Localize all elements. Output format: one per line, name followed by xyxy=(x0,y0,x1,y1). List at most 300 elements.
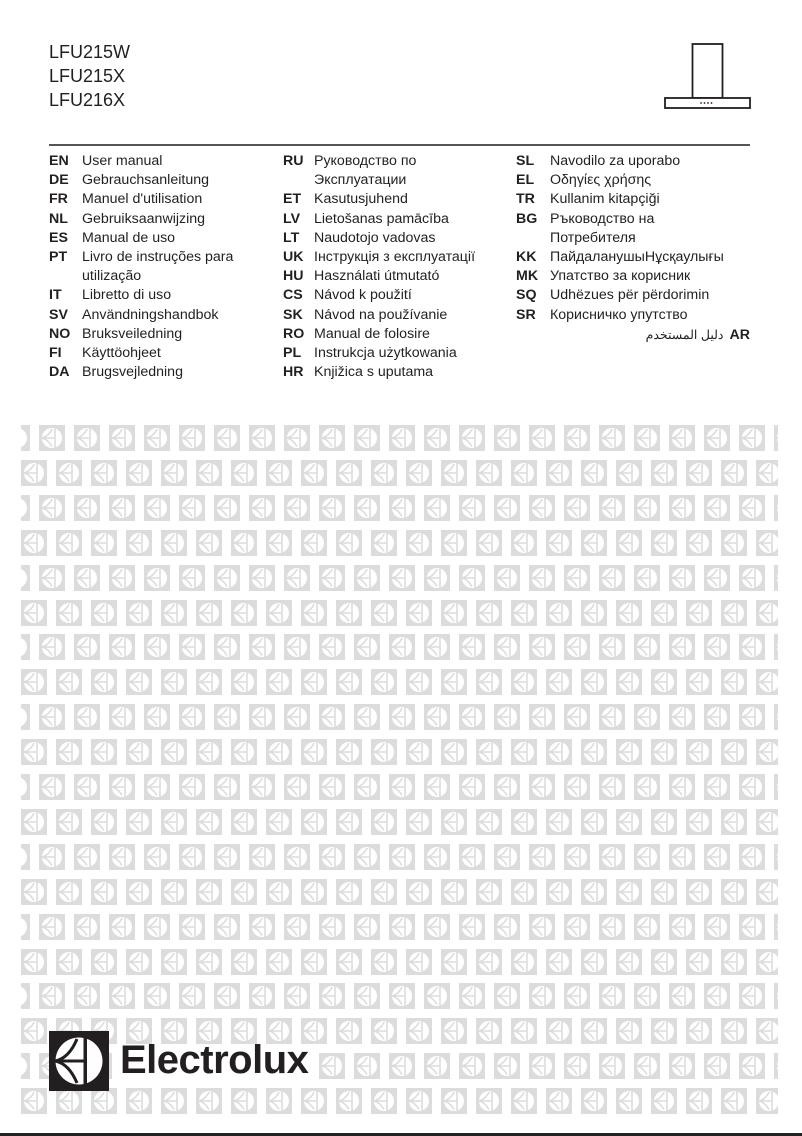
pattern-tile-icon xyxy=(686,809,712,835)
pattern-tile-icon xyxy=(424,634,450,660)
pattern-tile-icon xyxy=(109,425,135,451)
pattern-tile-icon xyxy=(564,425,590,451)
pattern-tile-icon xyxy=(756,530,778,556)
pattern-tile-icon xyxy=(319,634,345,660)
language-label: Libretto di uso xyxy=(82,287,172,304)
pattern-tile-icon xyxy=(231,530,257,556)
brand-wordmark: Electrolux xyxy=(120,1038,309,1082)
pattern-tile-icon xyxy=(161,1088,187,1114)
pattern-tile-icon xyxy=(231,739,257,765)
pattern-tile-icon xyxy=(774,704,778,730)
pattern-tile-icon xyxy=(354,704,380,730)
pattern-tile-icon xyxy=(74,565,100,591)
pattern-tile-icon xyxy=(319,983,345,1009)
pattern-tile-icon xyxy=(406,879,432,905)
pattern-tile-icon xyxy=(284,634,310,660)
pattern-tile-icon xyxy=(214,634,240,660)
language-code: NL xyxy=(49,210,68,227)
pattern-tile-icon xyxy=(284,774,310,800)
pattern-tile-icon xyxy=(441,1088,467,1114)
language-code: HR xyxy=(283,364,304,381)
language-label: Οδηγίες χρήσης xyxy=(550,172,652,189)
language-entry-arabic xyxy=(600,326,750,345)
pattern-tile-icon xyxy=(284,704,310,730)
language-entry xyxy=(516,152,724,171)
pattern-tile-icon xyxy=(459,565,485,591)
pattern-tile-icon xyxy=(704,495,730,521)
pattern-tile-icon xyxy=(704,844,730,870)
pattern-tile-icon xyxy=(21,914,30,940)
pattern-tile-icon xyxy=(336,809,362,835)
pattern-tile-icon xyxy=(774,425,778,451)
pattern-tile-icon xyxy=(301,879,327,905)
pattern-tile-icon xyxy=(441,949,467,975)
pattern-tile-icon xyxy=(634,425,660,451)
language-entry xyxy=(516,171,724,190)
pattern-tile-icon xyxy=(529,774,555,800)
pattern-tile-icon xyxy=(476,1018,502,1044)
pattern-tile-icon xyxy=(266,879,292,905)
pattern-tile-icon xyxy=(126,809,152,835)
pattern-tile-icon xyxy=(21,1018,47,1044)
pattern-tile-icon xyxy=(564,1053,590,1079)
pattern-tile-icon xyxy=(511,739,537,765)
pattern-tile-icon xyxy=(161,879,187,905)
pattern-tile-icon xyxy=(389,983,415,1009)
pattern-tile-icon xyxy=(494,1053,520,1079)
pattern-tile-icon xyxy=(459,634,485,660)
language-label: Használati útmutató xyxy=(314,268,440,285)
pattern-tile-icon xyxy=(634,774,660,800)
pattern-tile-icon xyxy=(406,809,432,835)
pattern-tile-icon xyxy=(196,460,222,486)
pattern-tile-icon xyxy=(161,739,187,765)
pattern-tile-icon xyxy=(774,914,778,940)
pattern-tile-icon xyxy=(336,600,362,626)
pattern-tile-icon xyxy=(476,879,502,905)
language-code: NO xyxy=(49,325,71,342)
language-code: HU xyxy=(283,268,304,285)
pattern-tile-icon xyxy=(494,704,520,730)
pattern-tile-icon xyxy=(616,460,642,486)
pattern-tile-icon xyxy=(756,809,778,835)
pattern-tile-icon xyxy=(74,774,100,800)
language-code: AR xyxy=(729,327,750,343)
pattern-tile-icon xyxy=(581,949,607,975)
pattern-tile-icon xyxy=(74,704,100,730)
pattern-tile-icon xyxy=(634,634,660,660)
pattern-tile-icon xyxy=(441,669,467,695)
language-label: Bruksveiledning xyxy=(82,325,183,342)
pattern-tile-icon xyxy=(581,530,607,556)
language-entry xyxy=(49,229,233,248)
pattern-tile-icon xyxy=(74,425,100,451)
pattern-tile-icon xyxy=(546,460,572,486)
pattern-tile-icon xyxy=(109,914,135,940)
pattern-tile-icon xyxy=(669,704,695,730)
pattern-tile-icon xyxy=(599,1053,625,1079)
pattern-tile-icon xyxy=(669,634,695,660)
pattern-tile-icon xyxy=(546,809,572,835)
pattern-tile-icon xyxy=(511,530,537,556)
pattern-tile-icon xyxy=(56,739,82,765)
pattern-tile-icon xyxy=(739,704,765,730)
pattern-tile-icon xyxy=(336,669,362,695)
pattern-tile-icon xyxy=(231,949,257,975)
pattern-tile-icon xyxy=(459,914,485,940)
language-label: Livro de instruções para xyxy=(82,249,234,266)
pattern-tile-icon xyxy=(301,1088,327,1114)
language-code: SK xyxy=(283,306,303,323)
pattern-tile-icon xyxy=(441,809,467,835)
pattern-tile-icon xyxy=(284,565,310,591)
pattern-tile-icon xyxy=(74,914,100,940)
pattern-tile-icon xyxy=(21,704,30,730)
pattern-tile-icon xyxy=(616,739,642,765)
pattern-tile-icon xyxy=(371,809,397,835)
pattern-tile-icon xyxy=(319,704,345,730)
pattern-tile-icon xyxy=(459,983,485,1009)
pattern-tile-icon xyxy=(39,844,65,870)
pattern-tile-icon xyxy=(39,774,65,800)
language-entry xyxy=(49,171,233,190)
language-label: Instrukcja użytkowania xyxy=(314,345,457,362)
pattern-tile-icon xyxy=(249,634,275,660)
pattern-tile-icon xyxy=(651,739,677,765)
pattern-tile-icon xyxy=(634,704,660,730)
pattern-tile-icon xyxy=(739,1053,765,1079)
pattern-tile-icon xyxy=(109,844,135,870)
pattern-tile-icon xyxy=(546,1088,572,1114)
language-entry xyxy=(49,210,233,229)
language-entry xyxy=(283,152,475,171)
pattern-tile-icon xyxy=(476,949,502,975)
pattern-tile-icon xyxy=(39,425,65,451)
pattern-tile-icon xyxy=(91,809,117,835)
pattern-tile-icon xyxy=(389,914,415,940)
pattern-tile-icon xyxy=(284,983,310,1009)
language-code: SQ xyxy=(516,287,537,304)
pattern-tile-icon xyxy=(669,844,695,870)
pattern-tile-icon xyxy=(319,495,345,521)
pattern-tile-icon xyxy=(91,1088,117,1114)
pattern-tile-icon xyxy=(564,774,590,800)
language-label: Manual de uso xyxy=(82,229,176,246)
pattern-tile-icon xyxy=(144,565,170,591)
pattern-tile-icon xyxy=(56,530,82,556)
pattern-tile-icon xyxy=(441,460,467,486)
pattern-tile-icon xyxy=(214,565,240,591)
brand-pattern-background xyxy=(21,425,778,1115)
pattern-tile-icon xyxy=(109,983,135,1009)
pattern-tile-icon xyxy=(336,1018,362,1044)
pattern-tile-icon xyxy=(739,983,765,1009)
pattern-tile-icon xyxy=(231,669,257,695)
pattern-tile-icon xyxy=(196,1088,222,1114)
pattern-tile-icon xyxy=(616,669,642,695)
language-entry xyxy=(283,267,475,286)
pattern-tile-icon xyxy=(564,634,590,660)
pattern-tile-icon xyxy=(179,425,205,451)
pattern-tile-icon xyxy=(651,1088,677,1114)
pattern-tile-icon xyxy=(599,844,625,870)
pattern-tile-icon xyxy=(21,879,47,905)
pattern-tile-icon xyxy=(686,600,712,626)
pattern-tile-icon xyxy=(581,879,607,905)
pattern-tile-icon xyxy=(721,1088,747,1114)
pattern-tile-icon xyxy=(91,739,117,765)
pattern-tile-icon xyxy=(634,565,660,591)
pattern-tile-icon xyxy=(196,669,222,695)
pattern-tile-icon xyxy=(109,634,135,660)
pattern-tile-icon xyxy=(371,949,397,975)
pattern-tile-icon xyxy=(21,495,30,521)
language-label: Användningshandbok xyxy=(82,306,219,323)
pattern-tile-icon xyxy=(634,495,660,521)
pattern-tile-icon xyxy=(371,879,397,905)
language-entry xyxy=(516,306,724,325)
pattern-tile-icon xyxy=(616,530,642,556)
language-label: utilização xyxy=(82,268,142,285)
pattern-tile-icon xyxy=(581,1088,607,1114)
pattern-tile-icon xyxy=(354,983,380,1009)
language-label: Эксплуатации xyxy=(314,172,407,189)
pattern-tile-icon xyxy=(266,739,292,765)
pattern-tile-icon xyxy=(704,1053,730,1079)
pattern-tile-icon xyxy=(686,669,712,695)
language-label: Kasutusjuhend xyxy=(314,191,408,208)
pattern-tile-icon xyxy=(669,495,695,521)
pattern-tile-icon xyxy=(651,669,677,695)
pattern-tile-icon xyxy=(406,739,432,765)
pattern-tile-icon xyxy=(179,495,205,521)
pattern-tile-icon xyxy=(599,774,625,800)
pattern-tile-icon xyxy=(109,774,135,800)
pattern-tile-icon xyxy=(371,460,397,486)
language-code: TR xyxy=(516,191,535,208)
pattern-tile-icon xyxy=(721,530,747,556)
pattern-tile-icon xyxy=(406,1088,432,1114)
pattern-tile-icon xyxy=(546,600,572,626)
language-column-1 xyxy=(49,152,233,382)
pattern-tile-icon xyxy=(371,1018,397,1044)
pattern-tile-icon xyxy=(494,844,520,870)
pattern-tile-icon xyxy=(126,530,152,556)
pattern-tile-icon xyxy=(91,460,117,486)
pattern-tile-icon xyxy=(231,460,257,486)
pattern-tile-icon xyxy=(21,983,30,1009)
language-label: Ръководство на xyxy=(550,210,655,227)
pattern-tile-icon xyxy=(389,1053,415,1079)
pattern-tile-icon xyxy=(669,774,695,800)
pattern-tile-icon xyxy=(739,844,765,870)
pattern-tile-icon xyxy=(739,774,765,800)
pattern-tile-icon xyxy=(739,425,765,451)
pattern-tile-icon xyxy=(144,495,170,521)
pattern-tile-icon xyxy=(21,634,30,660)
pattern-tile-icon xyxy=(651,949,677,975)
pattern-tile-icon xyxy=(301,809,327,835)
pattern-tile-icon xyxy=(459,425,485,451)
pattern-tile-icon xyxy=(721,460,747,486)
language-label: Корисничко упутство xyxy=(550,306,688,323)
pattern-tile-icon xyxy=(564,704,590,730)
pattern-tile-icon xyxy=(231,1088,257,1114)
pattern-tile-icon xyxy=(249,844,275,870)
pattern-tile-icon xyxy=(21,1053,30,1079)
pattern-tile-icon xyxy=(196,949,222,975)
pattern-tile-icon xyxy=(126,669,152,695)
pattern-tile-icon xyxy=(196,809,222,835)
pattern-tile-icon xyxy=(721,879,747,905)
pattern-tile-icon xyxy=(424,844,450,870)
language-label: Udhëzues për përdorimin xyxy=(550,287,710,304)
pattern-tile-icon xyxy=(581,460,607,486)
pattern-tile-icon xyxy=(126,1088,152,1114)
pattern-tile-icon xyxy=(756,600,778,626)
pattern-tile-icon xyxy=(494,914,520,940)
pattern-tile-icon xyxy=(599,634,625,660)
pattern-tile-icon xyxy=(424,565,450,591)
pattern-tile-icon xyxy=(756,1088,778,1114)
pattern-tile-icon xyxy=(529,1053,555,1079)
pattern-tile-icon xyxy=(161,669,187,695)
pattern-tile-icon xyxy=(459,774,485,800)
language-code: CS xyxy=(283,287,303,304)
pattern-tile-icon xyxy=(739,495,765,521)
pattern-tile-icon xyxy=(406,460,432,486)
pattern-tile-icon xyxy=(651,600,677,626)
pattern-tile-icon xyxy=(704,983,730,1009)
pattern-tile-icon xyxy=(249,425,275,451)
pattern-tile-icon xyxy=(511,460,537,486)
pattern-tile-icon xyxy=(459,1053,485,1079)
pattern-tile-icon xyxy=(739,634,765,660)
pattern-tile-icon xyxy=(616,600,642,626)
language-entry xyxy=(49,344,233,363)
pattern-tile-icon xyxy=(336,879,362,905)
pattern-tile-icon xyxy=(91,530,117,556)
pattern-tile-icon xyxy=(581,600,607,626)
pattern-tile-icon xyxy=(704,565,730,591)
language-entry xyxy=(49,325,233,344)
pattern-tile-icon xyxy=(651,1018,677,1044)
pattern-tile-icon xyxy=(249,914,275,940)
pattern-tile-icon xyxy=(301,460,327,486)
pattern-tile-icon xyxy=(406,949,432,975)
language-code: MK xyxy=(516,268,539,285)
pattern-tile-icon xyxy=(599,914,625,940)
pattern-tile-icon xyxy=(739,565,765,591)
language-code: FR xyxy=(49,191,68,208)
pattern-tile-icon xyxy=(564,983,590,1009)
pattern-tile-icon xyxy=(39,983,65,1009)
language-code: PT xyxy=(49,249,68,266)
pattern-tile-icon xyxy=(599,495,625,521)
pattern-tile-icon xyxy=(371,530,397,556)
pattern-tile-icon xyxy=(56,669,82,695)
pattern-tile-icon xyxy=(196,600,222,626)
pattern-tile-icon xyxy=(424,495,450,521)
language-entry xyxy=(283,286,475,305)
pattern-tile-icon xyxy=(756,1018,778,1044)
language-code: UK xyxy=(283,249,304,266)
pattern-tile-icon xyxy=(441,530,467,556)
language-entry xyxy=(283,171,475,190)
pattern-tile-icon xyxy=(546,949,572,975)
pattern-tile-icon xyxy=(459,844,485,870)
pattern-tile-icon xyxy=(686,739,712,765)
pattern-tile-icon xyxy=(704,774,730,800)
language-entry xyxy=(283,229,475,248)
language-label: Lietošanas pamācība xyxy=(314,210,449,227)
pattern-tile-icon xyxy=(529,844,555,870)
pattern-tile-icon xyxy=(581,809,607,835)
pattern-tile-icon xyxy=(214,495,240,521)
pattern-tile-icon xyxy=(109,565,135,591)
language-label: Knjižica s uputama xyxy=(314,364,434,381)
language-label: Gebruiksaanwijzing xyxy=(82,210,206,227)
pattern-tile-icon xyxy=(21,844,30,870)
pattern-tile-icon xyxy=(249,565,275,591)
pattern-tile-icon xyxy=(354,495,380,521)
pattern-tile-icon xyxy=(511,1018,537,1044)
language-code: ET xyxy=(283,191,302,208)
pattern-tile-icon xyxy=(161,460,187,486)
language-code: ES xyxy=(49,229,68,246)
pattern-tile-icon xyxy=(616,949,642,975)
pattern-tile-icon xyxy=(336,530,362,556)
language-label: Návod k použití xyxy=(314,287,412,304)
pattern-tile-icon xyxy=(214,844,240,870)
pattern-tile-icon xyxy=(459,704,485,730)
language-entry xyxy=(283,363,475,382)
pattern-tile-icon xyxy=(21,1088,47,1114)
language-label: Kullanim kitapçiği xyxy=(550,191,660,208)
pattern-tile-icon xyxy=(21,425,30,451)
pattern-tile-icon xyxy=(756,879,778,905)
cooker-hood-icon xyxy=(664,43,752,111)
pattern-tile-icon xyxy=(231,879,257,905)
pattern-tile-icon xyxy=(354,914,380,940)
pattern-tile-icon xyxy=(756,739,778,765)
pattern-tile-icon xyxy=(109,704,135,730)
pattern-tile-icon xyxy=(686,530,712,556)
language-code: KK xyxy=(516,249,537,266)
pattern-tile-icon xyxy=(511,669,537,695)
pattern-tile-icon xyxy=(21,669,47,695)
pattern-tile-icon xyxy=(669,983,695,1009)
pattern-tile-icon xyxy=(179,914,205,940)
pattern-tile-icon xyxy=(249,704,275,730)
pattern-tile-icon xyxy=(144,774,170,800)
pattern-tile-icon xyxy=(266,949,292,975)
pattern-tile-icon xyxy=(599,704,625,730)
pattern-tile-icon xyxy=(144,983,170,1009)
pattern-tile-icon xyxy=(546,669,572,695)
pattern-tile-icon xyxy=(109,495,135,521)
language-entry xyxy=(516,267,724,286)
pattern-tile-icon xyxy=(564,914,590,940)
language-code: SL xyxy=(516,153,535,169)
language-entry xyxy=(283,344,475,363)
pattern-tile-icon xyxy=(756,460,778,486)
pattern-tile-icon xyxy=(581,739,607,765)
pattern-tile-icon xyxy=(651,460,677,486)
language-label: Brugsvejledning xyxy=(82,364,183,381)
pattern-tile-icon xyxy=(319,1053,345,1079)
pattern-tile-icon xyxy=(774,634,778,660)
